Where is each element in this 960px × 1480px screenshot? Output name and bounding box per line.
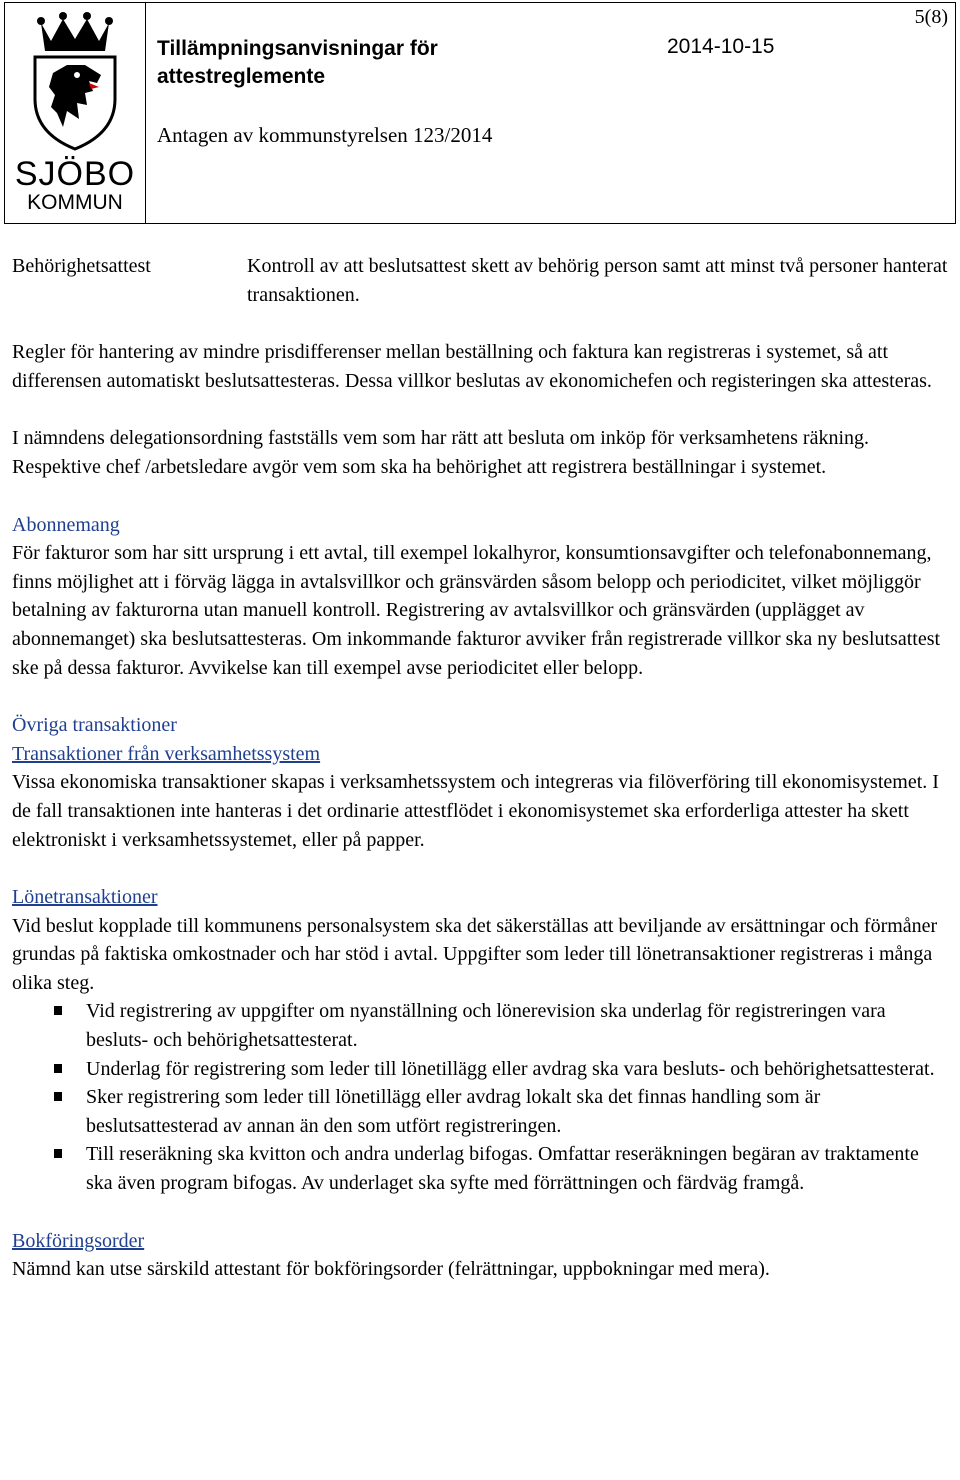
sjobo-coat-of-arms-icon (5, 3, 145, 223)
bullet-list-lonetransaktioner (12, 997, 948, 1197)
municipality-logo (5, 3, 146, 223)
page-number: 5(8) (914, 6, 948, 28)
paragraph-verksamhetssystem: Vissa ekonomiska transaktioner skapas i verksamhetssystem och integreras via filöverföring till ekonomisystemet. I de fall transaktionen inte hanteras i det ordinarie attestflödet i ekonomisystemet ska erforderliga attester ha skett elektroniskt i verksamhetssystemet, eller på papper. (12, 771, 939, 851)
definition-row (12, 252, 948, 309)
paragraph-delegationsordning: I nämndens delegationsordning fastställs vem som har rätt att besluta om inköp för verksamhetens räkning. Respektive chef /arbetsledare avgör vem som ska ha behörighet att registrera beställningar i systemet. (12, 427, 870, 478)
paragraph-prisdifferenser: Regler för hantering av mindre prisdifferenser mellan beställning och faktura kan registreras i systemet, så att differensen automatiskt beslutsattesteras. Dessa villkor beslutas av ekonomichefen och registeringen ska attesteras. (12, 341, 932, 392)
heading-abonnemang: Abonnemang (12, 513, 120, 536)
heading-ovriga-transaktioner: Övriga transaktioner (12, 714, 177, 737)
paragraph-lonetransaktioner: Vid beslut kopplade till kommunens personalsystem ska det säkerställas att beviljande av ersättningar och förmåner grundas på faktiska omkostnader och har stöd i avtal. Uppgifter som leder till lönetransaktioner registreras i många olika steg. (12, 914, 938, 994)
list-item: Underlag för registrering som leder till lönetillägg eller avdrag ska vara besluts- och behörighetsattesterat. (12, 1055, 948, 1084)
document-body (12, 252, 948, 1284)
paragraph-bokforingsorder: Nämnd kan utse särskild attestant för bokföringsorder (felrättningar, uppbokningar med mera). (12, 1258, 770, 1281)
definition-term: Behörighetsattest (12, 255, 151, 277)
document-date: 2014-10-15 (667, 35, 775, 58)
list-item: Vid registrering av uppgifter om nyanställning och lönerevision ska underlag för registreringen vara besluts- och behörighetsattesterat. (12, 997, 948, 1054)
logo-text-bottom: KOMMUN (27, 191, 123, 214)
subheading-lonetransaktioner: Lönetransaktioner (12, 886, 158, 909)
subheading-bokforingsorder: Bokföringsorder (12, 1229, 145, 1252)
paragraph-abonnemang: För fakturor som har sitt ursprung i ett avtal, till exempel lokalhyror, konsumtionsavgifter och telefonabonnemang, finns möjlighet att i förväg lägga in avtalsvillkor och gränsvärden såsom belopp och periodicitet, vilket möjliggör betalning av fakturorna utan manuell kontroll. Registrering av avtalsvillkor och gränsvärden (upplägget av abonnemanget) ska beslutsattesteras. Om inkommande fakturor avviker från registrerade villkor ska ny beslutsattest ske på dessa fakturor. Avvikelse kan till exempel avse periodicitet eller belopp. (12, 542, 941, 679)
document-header (4, 2, 956, 224)
adopted-by: Antagen av kommunstyrelsen 123/2014 (157, 123, 493, 147)
subheading-verksamhetssystem: Transaktioner från verksamhetssystem (12, 742, 321, 765)
definition-text: Kontroll av att beslutsattest skett av behörig person samt att minst två personer hanterat transaktionen. (247, 255, 948, 306)
list-item: Till reseräkning ska kvitton och andra underlag bifogas. Omfattar reseräkningen begäran av traktamente ska även program bifogas. Av underlaget ska syfte med förrättningen och färdväg framgå. (12, 1140, 948, 1197)
document-title: Tillämpningsanvisningar för attestreglemente (157, 37, 438, 88)
list-item: Sker registrering som leder till lönetillägg eller avdrag lokalt ska det finnas handling som är beslutsattesterad av annan än den som utfört registreringen. (12, 1083, 948, 1140)
logo-text-top: SJÖBO (14, 155, 136, 193)
